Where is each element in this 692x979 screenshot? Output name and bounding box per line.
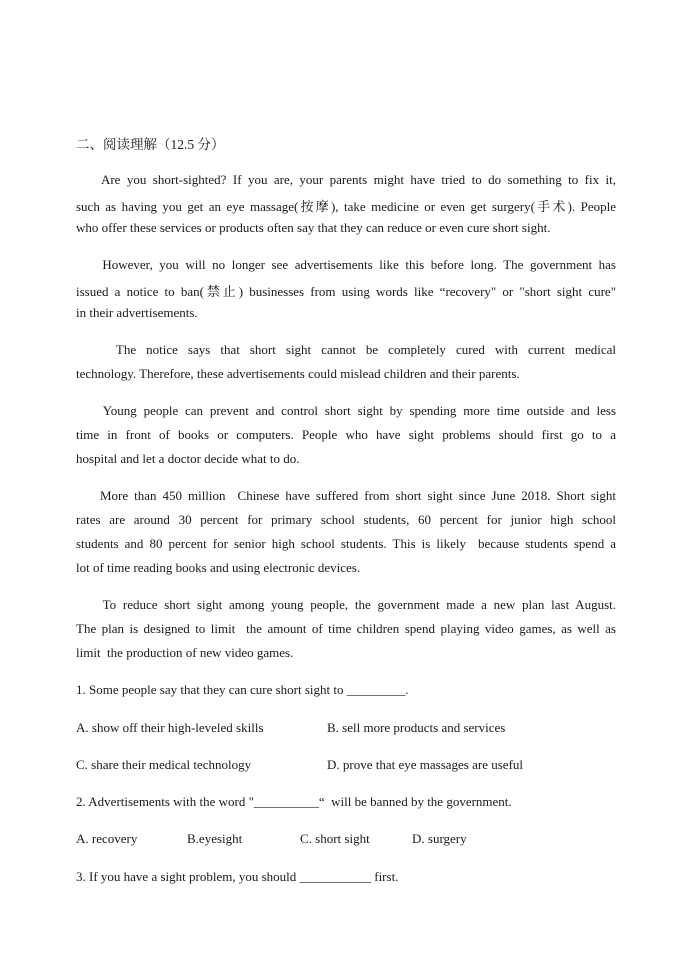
passage-line: rates are around 30 percent for primary school students, 60 percent for junior high school bbox=[76, 512, 616, 527]
passage-line: The plan is designed to limit the amount of time children spend playing video games, as well as bbox=[76, 621, 616, 636]
passage-line: More than 450 million Chinese have suffered from short sight since June 2018. Short sight bbox=[76, 488, 616, 503]
passage-line: Young people can prevent and control short sight by spending more time outside and less bbox=[76, 403, 616, 418]
passage-line: issued a notice to ban(禁止) businesses from using words like “recovery" or "short sight cure" bbox=[76, 284, 616, 299]
section-title: 二、阅读理解（12.5 分） bbox=[76, 137, 225, 152]
passage-line: time in front of books or computers. People who have sight problems should first go to a bbox=[76, 427, 616, 442]
passage-line: who offer these services or products often say that they can reduce or even cure short sight. bbox=[76, 220, 551, 235]
answer-option[interactable]: B. sell more products and services bbox=[327, 720, 506, 735]
passage-line: The notice says that short sight cannot be completely cured with current medical bbox=[76, 342, 616, 357]
answer-option[interactable]: D. surgery bbox=[412, 831, 467, 846]
passage-line: To reduce short sight among young people, the government made a new plan last August. bbox=[76, 597, 616, 612]
answer-option[interactable]: C. share their medical technology bbox=[76, 757, 252, 772]
passage-line: students and 80 percent for senior high school students. This is likely because students spend a bbox=[76, 536, 616, 551]
answer-option[interactable]: C. short sight bbox=[300, 831, 370, 846]
passage-line: hospital and let a doctor decide what to do. bbox=[76, 451, 300, 466]
passage-line: limit the production of new video games. bbox=[76, 645, 294, 660]
passage-line: lot of time reading books and using electronic devices. bbox=[76, 560, 361, 575]
passage-line: Are you short-sighted? If you are, your parents might have tried to do something to fix it, bbox=[76, 172, 616, 187]
passage-line: However, you will no longer see advertisements like this before long. The government has bbox=[76, 257, 616, 272]
question-stem: 1. Some people say that they can cure short sight to _________. bbox=[76, 682, 409, 697]
passage-line: technology. Therefore, these advertisements could mislead children and their parents. bbox=[76, 366, 520, 381]
answer-option[interactable]: B.eyesight bbox=[187, 831, 243, 846]
answer-option[interactable]: A. recovery bbox=[76, 831, 138, 846]
question-stem: 2. Advertisements with the word "__________“ will be banned by the government. bbox=[76, 794, 512, 809]
answer-option[interactable]: A. show off their high-leveled skills bbox=[76, 720, 264, 735]
passage-line: such as having you get an eye massage(按摩), take medicine or even get surgery(手术). People bbox=[76, 199, 616, 214]
passage-line: in their advertisements. bbox=[76, 305, 198, 320]
answer-option[interactable]: D. prove that eye massages are useful bbox=[327, 757, 524, 772]
question-stem: 3. If you have a sight problem, you should ___________ first. bbox=[76, 869, 399, 884]
